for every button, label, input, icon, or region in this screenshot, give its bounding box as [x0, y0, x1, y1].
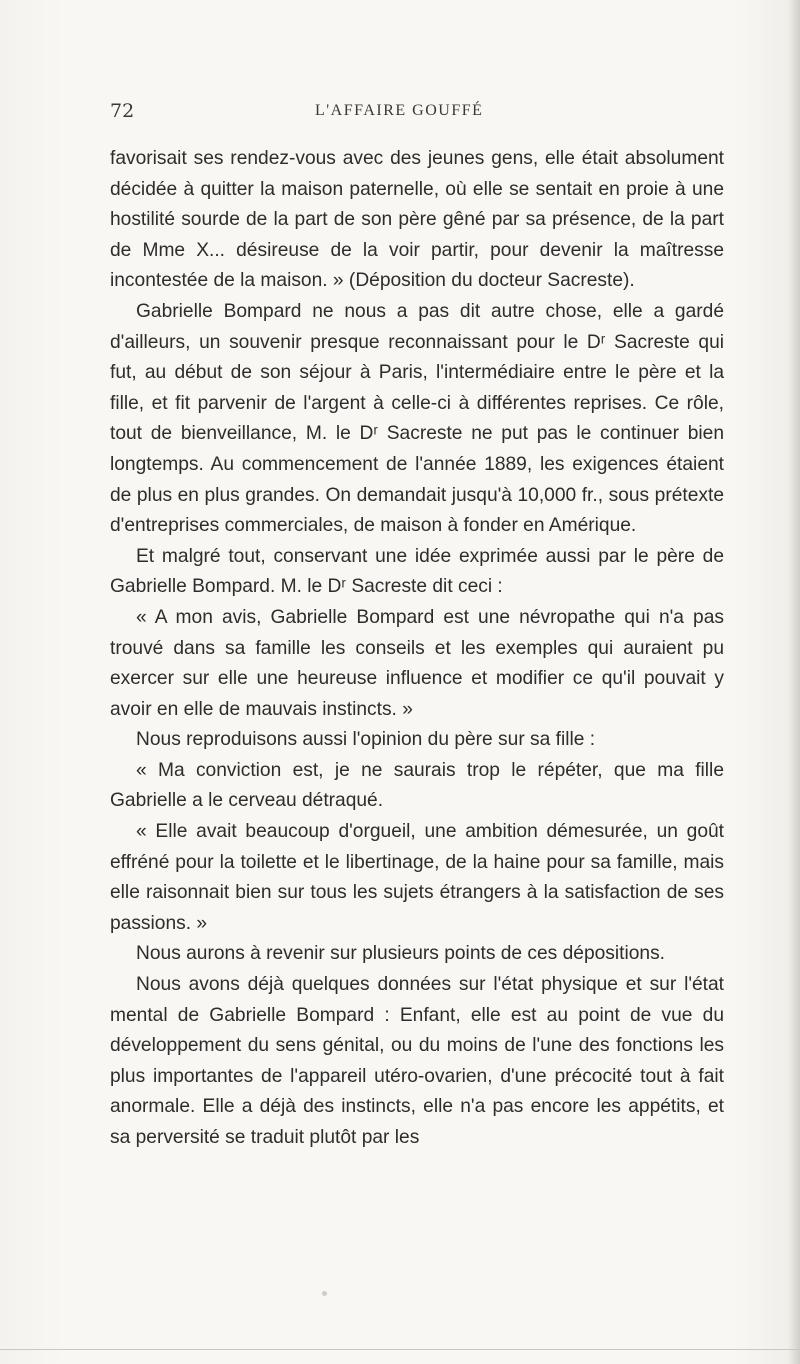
paragraph: Et malgré tout, conservant une idée exprimée aussi par le père de Gabrielle Bompard. M. le Dʳ Sacreste dit ceci : — [110, 545, 724, 598]
paragraph: Nous aurons à revenir sur plusieurs points de ces dépositions. — [136, 943, 666, 965]
running-title: L'AFFAIRE GOUFFÉ — [315, 102, 484, 119]
page-edge-shadow — [788, 0, 800, 1364]
paragraph: Nous reproduisons aussi l'opinion du père sur sa fille : — [136, 729, 596, 751]
page-number: 72 — [110, 100, 135, 122]
paragraph-quote: « Elle avait beaucoup d'orgueil, une ambition démesurée, un goût effréné pour la toilette et le libertinage, de la haine pour sa famille, mais elle raisonnait bien sur tous les sujets étrangers à la satisfaction de ses passions. » — [110, 821, 724, 934]
paragraph: Gabrielle Bompard ne nous a pas dit autre chose, elle a gardé d'ailleurs, un souvenir presque reconnaissant pour le Dʳ Sacreste qui fut, au début de son séjour à Paris, l'intermédiaire entre le père et la fille, et fit parvenir de l'argent à celle-ci à différentes reprises. Ce rôle, tout de bienveillance, M. le Dʳ Sacreste ne put pas le continuer bien longtemps. Au commencement de l'année 1889, les exigences étaient de plus en plus grandes. On demandait jusqu'à 10,000 fr., sous prétexte d'entreprises commerciales, de maison à fonder en Amérique. — [110, 300, 724, 537]
paragraph: favorisait ses rendez-vous avec des jeunes gens, elle était absolument décidée à quitter la maison paternelle, où elle se sentait en proie à une hostilité sourde de la part de son père gêné par sa présence, de la part de Mme X... désireuse de la voir partir, pour devenir la maîtresse incontestée de la maison. » (Déposition du docteur Sacreste). — [110, 148, 724, 292]
paper-speck — [322, 1291, 327, 1296]
paragraph-quote: « Ma conviction est, je ne saurais trop le répéter, que ma fille Gabrielle a le cerveau détraqué. — [110, 759, 724, 812]
paragraph-quote: « A mon avis, Gabrielle Bompard est une névropathe qui n'a pas trouvé dans sa famille les conseils et les exemples qui auraient pu exercer sur elle une heureuse influence et modifier ce qu'il pouvait y avoir en elle de mauvais instincts. » — [110, 606, 724, 720]
page-header — [110, 100, 730, 130]
page-bottom-edge — [0, 1349, 800, 1350]
paragraph: Nous avons déjà quelques données sur l'état physique et sur l'état mental de Gabrielle Bompard : Enfant, elle est au point de vue du développement du sens génital, ou du moins de l'une des fonctions les plus importantes de l'appareil utéro-ovarien, d'une précocité tout à fait anormale. Elle a déjà des instincts, elle n'a pas encore les appétits, et sa perversité se traduit plutôt par les — [110, 974, 724, 1148]
body-text — [110, 144, 724, 1154]
